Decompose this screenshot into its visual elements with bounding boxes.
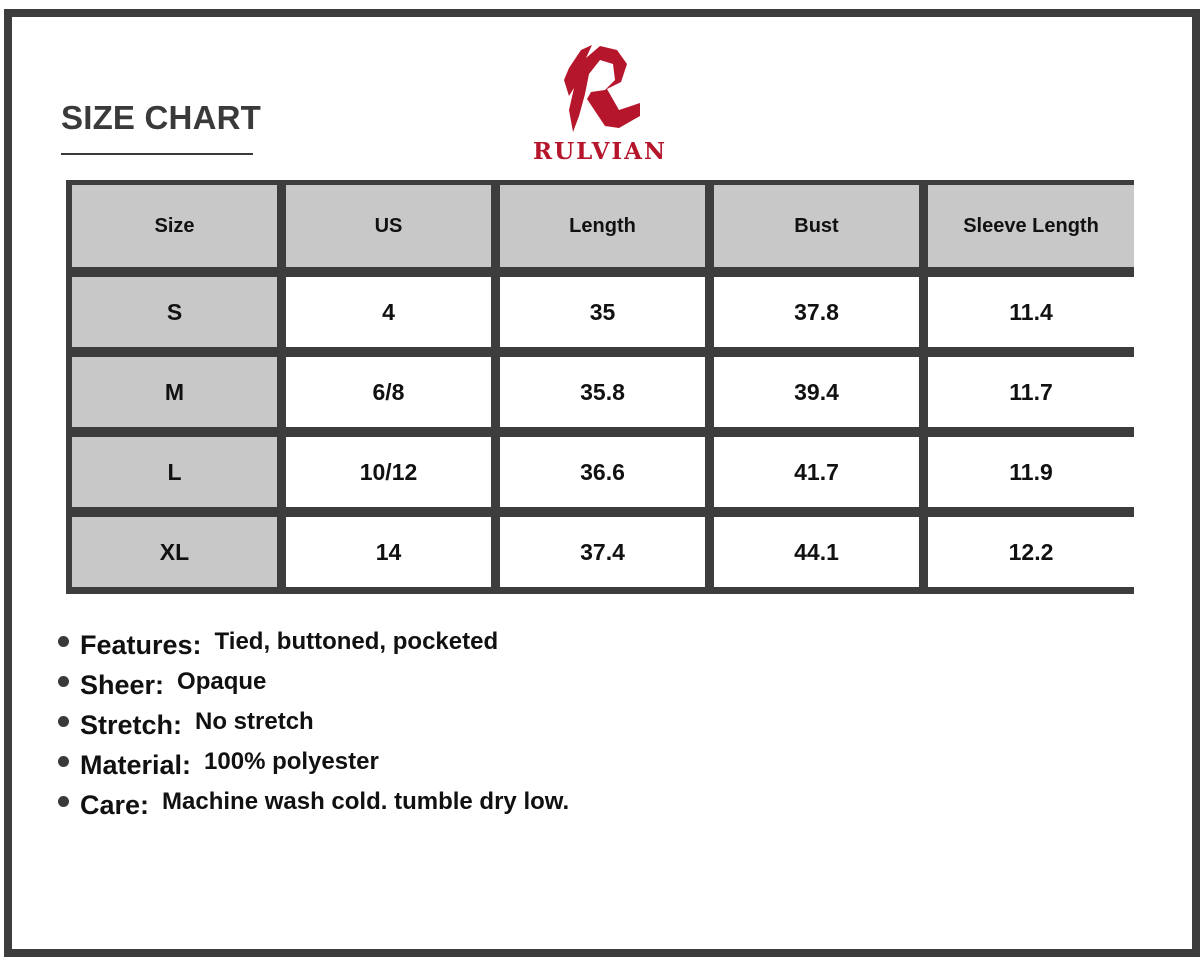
sleeve-length-cell: 11.4 (928, 277, 1134, 347)
bullet-icon (58, 716, 69, 727)
us-size-cell: 4 (286, 277, 491, 347)
bullet-icon (58, 636, 69, 647)
bullet-icon (58, 676, 69, 687)
feature-item-stretch (58, 702, 1058, 742)
feature-label: Stretch: (80, 709, 183, 740)
feature-item-material (58, 742, 1058, 782)
feature-label: Material: (80, 749, 192, 780)
us-size-cell: 10/12 (286, 437, 491, 507)
us-size-cell: 6/8 (286, 357, 491, 427)
column-header-length: Length (500, 185, 705, 267)
size-label-cell: M (72, 357, 277, 427)
feature-label: Features: (80, 629, 202, 660)
feature-value: 100% polyester (204, 748, 379, 775)
feature-label: Sheer: (80, 669, 165, 700)
sleeve-length-cell: 12.2 (928, 517, 1134, 587)
feature-item-sheer (58, 662, 1058, 702)
bust-cell: 39.4 (714, 357, 919, 427)
bullet-icon (58, 796, 69, 807)
feature-value: Tied, buttoned, pocketed (214, 628, 499, 655)
feature-item-features (58, 622, 1058, 662)
column-header-sleeve-length: Sleeve Length (928, 185, 1134, 267)
page-title: SIZE CHART (61, 99, 261, 136)
feature-value: Machine wash cold. tumble dry low. (162, 788, 570, 815)
feature-value: Opaque (177, 668, 267, 695)
length-cell: 36.6 (500, 437, 705, 507)
title-underline (61, 153, 253, 155)
feature-item-care (58, 782, 1058, 822)
feature-value: No stretch (195, 708, 314, 735)
size-label-cell: L (72, 437, 277, 507)
length-cell: 35.8 (500, 357, 705, 427)
column-header-us: US (286, 185, 491, 267)
size-label-cell: XL (72, 517, 277, 587)
brand-name: RULVIAN (532, 138, 668, 165)
size-table (66, 180, 1134, 594)
length-cell: 37.4 (500, 517, 705, 587)
length-cell: 35 (500, 277, 705, 347)
column-header-bust: Bust (714, 185, 919, 267)
size-label-cell: S (72, 277, 277, 347)
sleeve-length-cell: 11.7 (928, 357, 1134, 427)
bust-cell: 44.1 (714, 517, 919, 587)
sleeve-length-cell: 11.9 (928, 437, 1134, 507)
product-features-list (58, 622, 1058, 822)
bullet-icon (58, 756, 69, 767)
feature-label: Care: (80, 789, 150, 820)
brand-r-logo-icon (555, 44, 645, 134)
us-size-cell: 14 (286, 517, 491, 587)
bust-cell: 37.8 (714, 277, 919, 347)
column-header-size: Size (72, 185, 277, 267)
bust-cell: 41.7 (714, 437, 919, 507)
